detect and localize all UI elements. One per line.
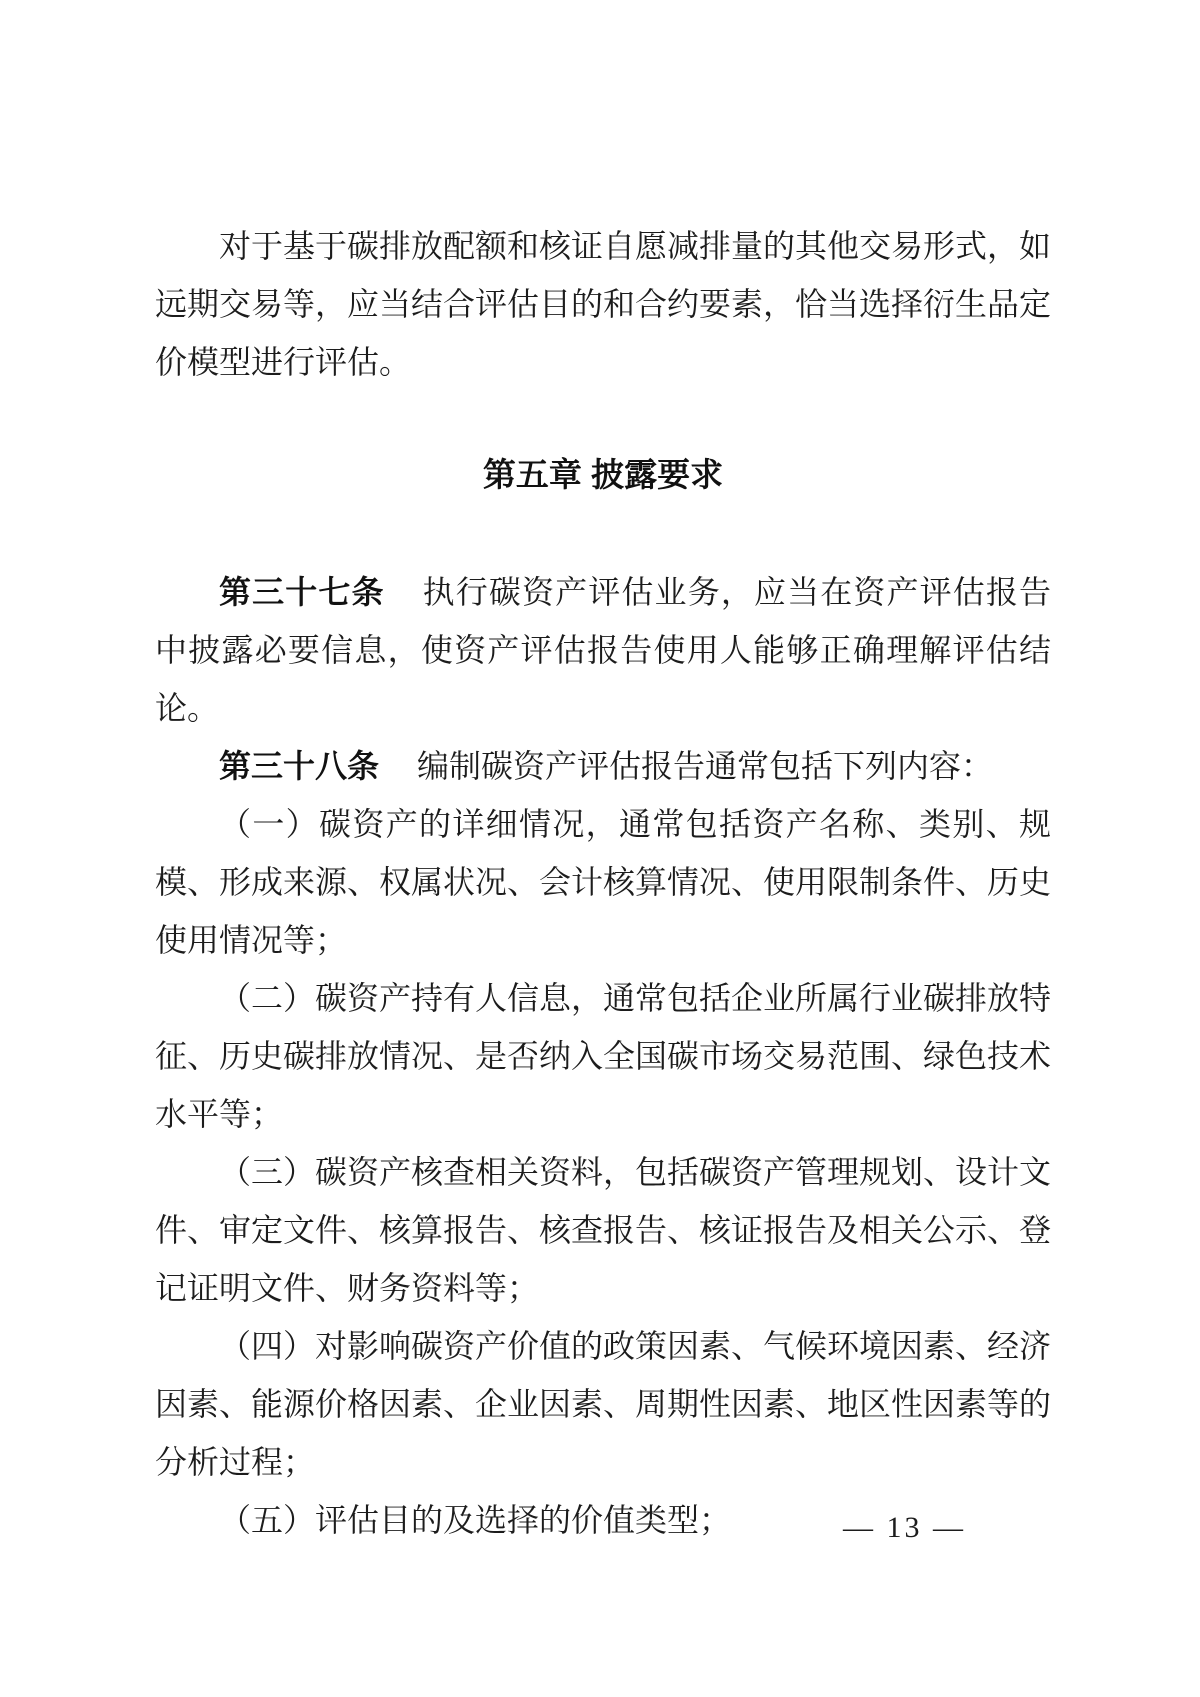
article-37-number: 第三十七条 <box>219 574 385 610</box>
intro-paragraph: 对于基于碳排放配额和核证自愿减排量的其他交易形式，如远期交易等，应当结合评估目的和合约要素，恰当选择衍生品定价模型进行评估。 <box>155 228 1052 380</box>
article-37-text: 执行碳资产评估业务，应当在资产评估报告中披露必要信息，使资产评估报告使用人能够正确理解评估结论。 <box>155 574 1051 726</box>
article-38-paragraph <box>155 737 1051 795</box>
page-number: — 13 — <box>843 1511 966 1544</box>
article-38-text: 编制碳资产评估报告通常包括下列内容： <box>417 748 994 784</box>
article-38-number: 第三十八条 <box>219 748 380 784</box>
list-item-1: （一）碳资产的详细情况，通常包括资产名称、类别、规模、形成来源、权属状况、会计核算情况、使用限制条件、历史使用情况等； <box>155 806 1052 958</box>
list-item-2: （二）碳资产持有人信息，通常包括企业所属行业碳排放特征、历史碳排放情况、是否纳入全国碳市场交易范围、绿色技术水平等； <box>155 980 1052 1132</box>
article-37-paragraph <box>155 563 1051 737</box>
list-item-5: （五）评估目的及选择的价值类型； <box>219 1502 732 1538</box>
list-item-3: （三）碳资产核查相关资料，包括碳资产管理规划、设计文件、审定文件、核算报告、核查报告、核证报告及相关公示、登记证明文件、财务资料等； <box>155 1154 1052 1306</box>
chapter-heading: 第五章 披露要求 <box>482 456 724 493</box>
list-item-4: （四）对影响碳资产价值的政策因素、气候环境因素、经济因素、能源价格因素、企业因素、周期性因素、地区性因素等的分析过程； <box>155 1328 1052 1480</box>
